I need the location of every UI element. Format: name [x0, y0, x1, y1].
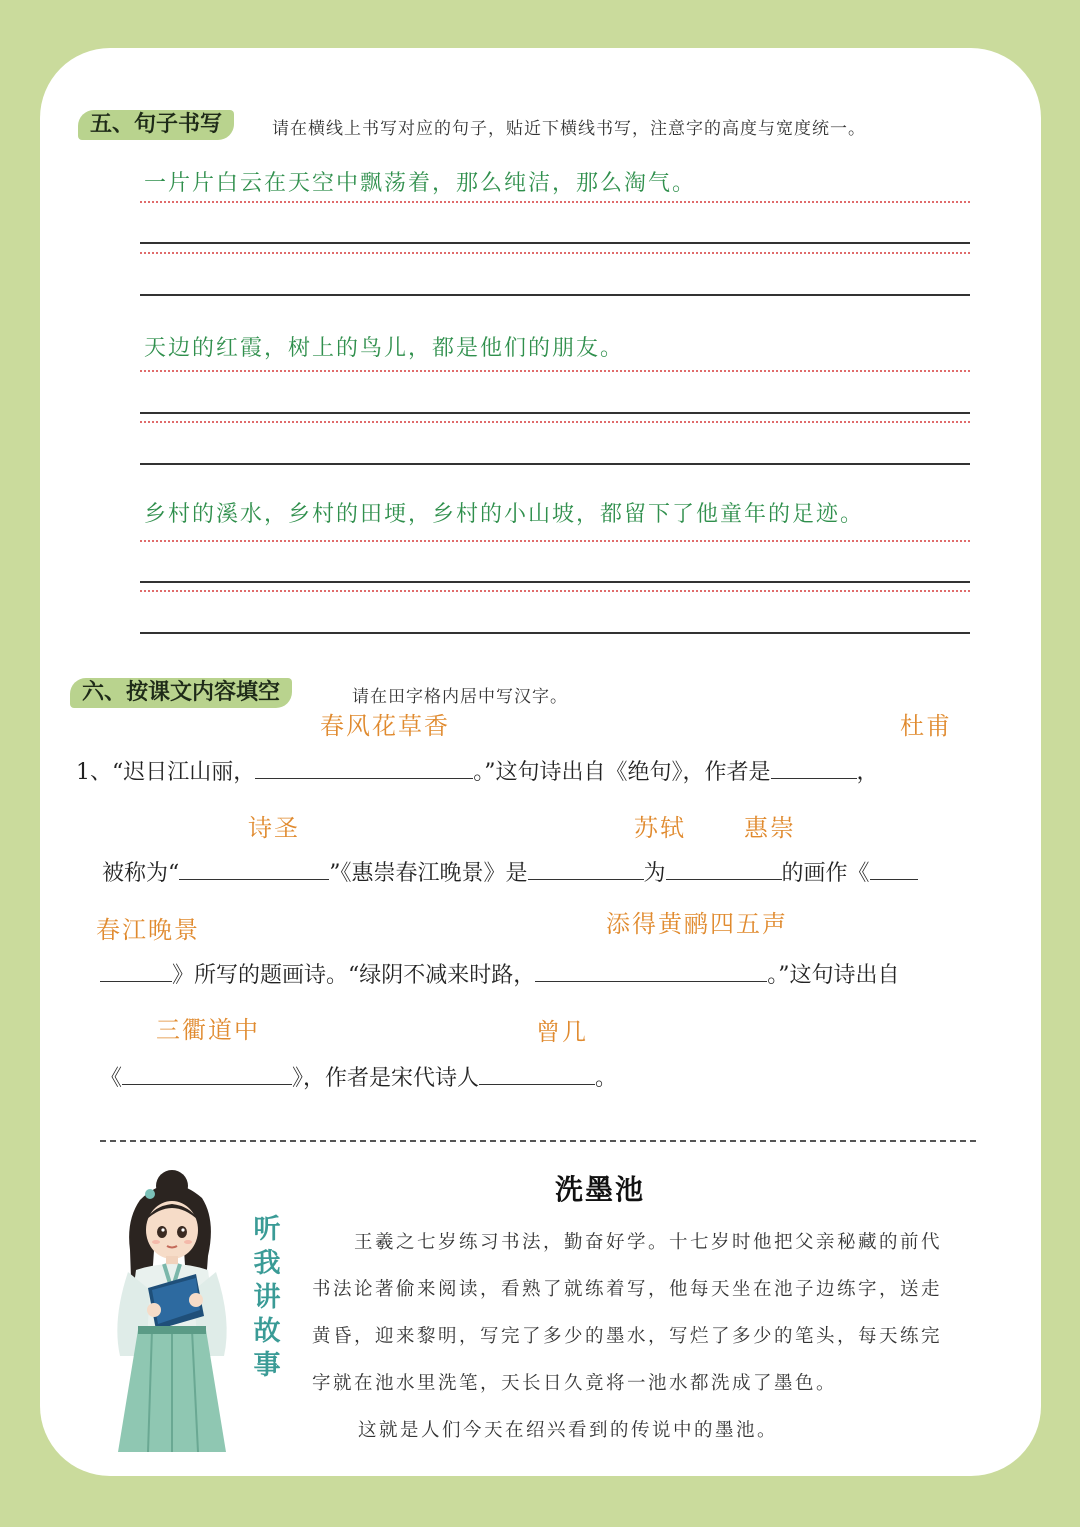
story-title: 洗墨池: [555, 1173, 646, 1206]
q4-text-b: 》，作者是宋代诗人: [292, 1066, 480, 1091]
section6-instruction: 请在田字格内居中写汉字。: [352, 687, 568, 707]
q1-text-b: 。”这句诗出自《绝句》，作者是: [473, 760, 771, 785]
blank-7[interactable]: [535, 959, 767, 982]
blank-1[interactable]: [255, 756, 473, 779]
blank-6a[interactable]: [870, 857, 918, 880]
q3-text-b: 。”这句诗出自: [767, 963, 900, 988]
guide-dotted-line: [140, 252, 970, 254]
answer-6: 春江晚景: [96, 916, 200, 944]
blank-3[interactable]: [179, 857, 329, 880]
answer-7: 添得黄鹂四五声: [606, 910, 788, 938]
story-line-4: 字就在池水里洗笔，天长日久竟将一池水都洗成了墨色。: [312, 1373, 838, 1394]
question-line-3: [100, 958, 900, 989]
model-sentence-3: 乡村的溪水，乡村的田埂，乡村的小山坡，都留下了他童年的足迹。: [144, 502, 865, 527]
blank-6b[interactable]: [100, 959, 172, 982]
blank-5[interactable]: [666, 857, 782, 880]
guide-dotted-line: [140, 590, 970, 592]
guide-dotted-line: [140, 540, 970, 542]
section5-instruction: 请在横线上书写对应的句子，贴近下横线书写，注意字的高度与宽度统一。: [272, 119, 866, 139]
story-line-2: 书法论著偷来阅读，看熟了就练着写，他每天坐在池子边练字，送走: [312, 1279, 943, 1300]
q4-text-c: 。: [595, 1066, 618, 1091]
answer-9: 曾几: [536, 1018, 588, 1046]
q2-text-b: ”《惠崇春江晚景》是: [329, 861, 528, 886]
q3-text-a: 》所写的题画诗。“绿阴不减来时路，: [172, 963, 536, 988]
section6-label: 六、按课文内容填空: [70, 678, 292, 708]
writing-line[interactable]: [140, 581, 970, 583]
story-line-3: 黄昏，迎来黎明，写完了多少的墨水，写烂了多少的笔头，每天练完: [312, 1326, 943, 1347]
answer-3: 诗圣: [248, 814, 300, 842]
blank-8[interactable]: [122, 1062, 292, 1085]
model-sentence-2: 天边的红霞，树上的鸟儿，都是他们的朋友。: [144, 336, 625, 361]
question-line-2: [102, 856, 918, 887]
guide-dotted-line: [140, 201, 970, 203]
blank-4[interactable]: [528, 857, 644, 880]
story-line-5: 这就是人们今天在绍兴看到的传说中的墨池。: [358, 1420, 779, 1441]
q2-text-a: 被称为“: [102, 861, 180, 886]
answer-4: 苏轼: [634, 814, 686, 842]
listen-story-vertical-title: 听 我 讲 故 事: [253, 1214, 281, 1381]
story-line-1: 王羲之七岁练习书法，勤奋好学。十七岁时他把父亲秘藏的前代: [354, 1232, 943, 1253]
q1-text-a: 1、“迟日江山丽，: [76, 760, 256, 785]
question-line-4: [100, 1061, 617, 1092]
section-divider: [100, 1140, 976, 1142]
writing-line[interactable]: [140, 463, 970, 465]
writing-line[interactable]: [140, 294, 970, 296]
answer-1: 春风花草香: [320, 712, 450, 740]
blank-2[interactable]: [771, 756, 857, 779]
q1-text-c: ，: [856, 760, 879, 785]
worksheet-page: [40, 48, 1041, 1476]
girl-reading-illustration: [92, 1160, 252, 1460]
answer-2: 杜甫: [900, 712, 952, 740]
q4-text-a: 《: [100, 1066, 123, 1091]
blank-9[interactable]: [479, 1062, 595, 1085]
writing-line[interactable]: [140, 242, 970, 244]
writing-line[interactable]: [140, 632, 970, 634]
model-sentence-1: 一片片白云在天空中飘荡着，那么纯洁，那么淘气。: [144, 171, 697, 196]
q2-text-c: 为: [643, 861, 666, 886]
guide-dotted-line: [140, 421, 970, 423]
answer-8: 三衢道中: [156, 1016, 260, 1044]
section5-label: 五、句子书写: [78, 110, 234, 140]
q2-text-d: 的画作《: [781, 861, 870, 886]
writing-line[interactable]: [140, 412, 970, 414]
guide-dotted-line: [140, 370, 970, 372]
answer-5: 惠崇: [744, 814, 796, 842]
question-line-1: [76, 755, 879, 786]
